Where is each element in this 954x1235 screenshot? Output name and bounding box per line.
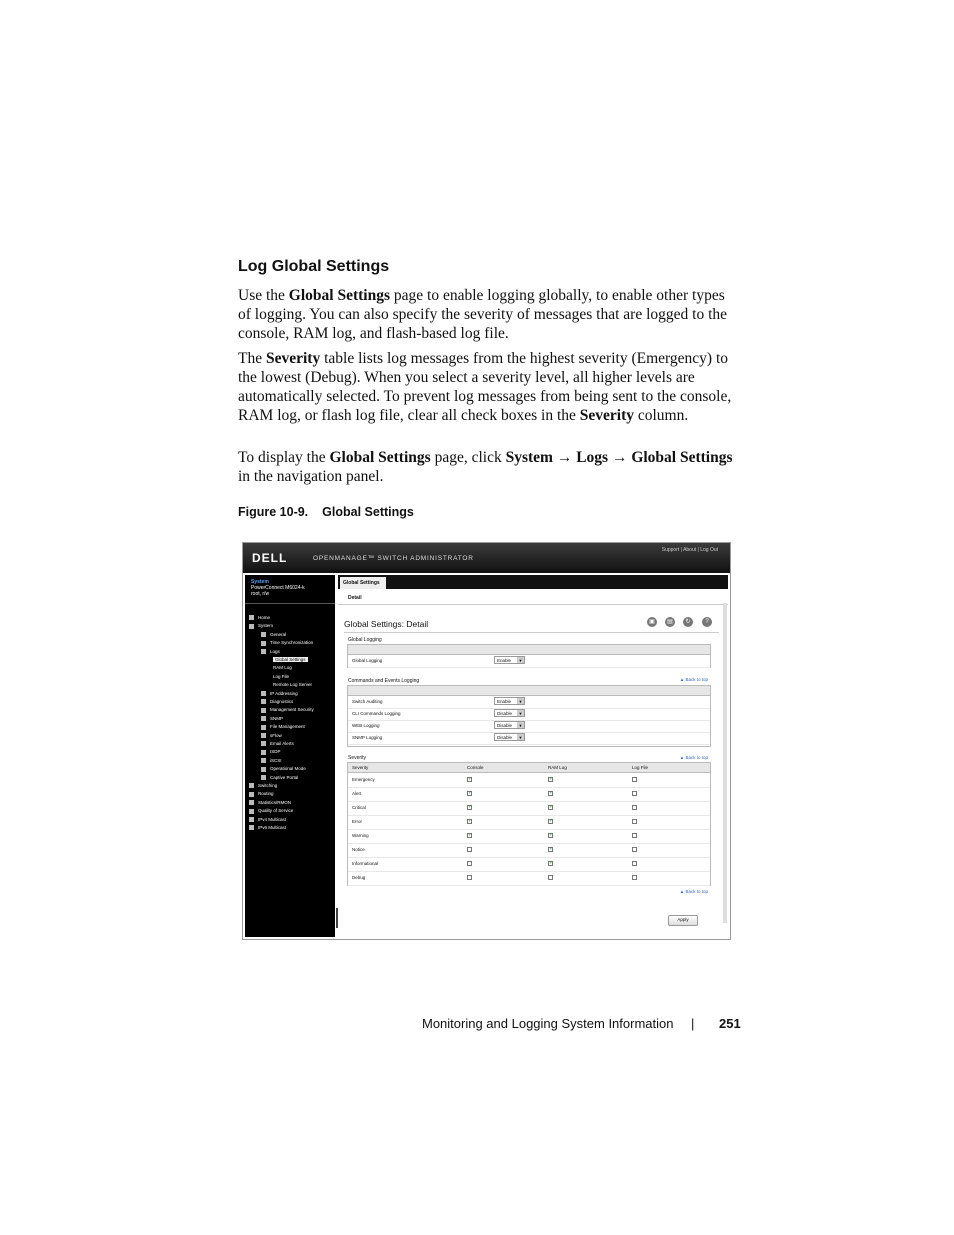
ram-log-checkbox[interactable]: ✓	[549, 804, 554, 810]
table-row	[348, 815, 710, 830]
column-header: Log File	[632, 765, 649, 770]
sidebar-item[interactable]	[261, 749, 281, 754]
paragraph-intro: Use the Global Settings page to enable logging globally, to enable other types of logging. You can also specify the severity of messages that are logged to the console, RAM log, and flash-based log file.	[238, 287, 727, 342]
row-label: Debug	[352, 875, 366, 880]
sidebar-item[interactable]	[261, 741, 294, 746]
sidebar-item[interactable]	[261, 724, 305, 729]
ram-log-checkbox[interactable]: ✓	[549, 790, 554, 796]
sidebar-item-label: Statistics/RMON	[258, 799, 292, 805]
tab-global-settings[interactable]: Global Settings	[340, 577, 386, 589]
subtab-detail[interactable]: Detail	[348, 595, 362, 601]
sidebar-item-label: Management Security	[270, 707, 314, 713]
log-file-checkbox[interactable]	[632, 805, 637, 810]
top-links[interactable]: Support | About | Log Out	[661, 547, 718, 553]
sidebar-item-label: ISDP	[270, 749, 281, 755]
sidebar-item[interactable]	[273, 674, 289, 679]
ram-log-checkbox[interactable]	[548, 875, 553, 880]
sidebar-user: root, r/w	[251, 591, 270, 597]
sidebar-item[interactable]	[249, 615, 270, 620]
console-checkbox[interactable]: ✓	[468, 832, 473, 838]
sidebar-item[interactable]	[261, 766, 306, 771]
product-name: OPENMANAGE™ SWITCH ADMINISTRATOR	[313, 555, 474, 562]
sidebar-item[interactable]	[249, 825, 286, 830]
sidebar-item[interactable]	[261, 716, 283, 721]
row-label: WEB Logging	[352, 723, 380, 728]
sidebar-item-label: iSCSI	[270, 757, 282, 763]
chevron-down-icon: ▼	[518, 658, 523, 663]
sidebar-item-label: RAM Log	[273, 665, 292, 671]
ram-log-checkbox[interactable]: ✓	[549, 832, 554, 838]
log-file-checkbox[interactable]	[632, 875, 637, 880]
global-logging-select[interactable]: Enable ▼	[494, 656, 525, 664]
logging-select[interactable]: Enable ▼	[494, 697, 525, 705]
table-row	[348, 829, 710, 844]
sidebar-item[interactable]	[261, 691, 298, 696]
log-file-checkbox[interactable]	[632, 777, 637, 782]
column-header: Severity	[352, 765, 369, 770]
expand-icon[interactable]	[261, 699, 266, 704]
expand-icon[interactable]	[261, 691, 266, 696]
console-checkbox[interactable]: ✓	[468, 776, 473, 782]
expand-icon[interactable]	[261, 775, 266, 780]
sidebar-item[interactable]	[261, 775, 298, 780]
commands-table	[347, 685, 711, 747]
sidebar-item[interactable]	[261, 632, 286, 637]
sidebar-item-label: Remote Log Server	[273, 682, 313, 688]
sidebar-item-label: IPv4 Multicast	[258, 816, 287, 822]
group-commands-events: Commands and Events Logging	[348, 678, 420, 684]
sidebar-item-label: Diagnostics	[270, 699, 294, 704]
apply-button[interactable]: Apply	[668, 915, 698, 926]
sidebar-header	[245, 575, 335, 604]
table-header	[348, 645, 710, 655]
logging-select[interactable]: Disable ▼	[494, 733, 525, 741]
table-row	[348, 843, 710, 858]
sidebar-item[interactable]	[273, 665, 292, 670]
console-checkbox[interactable]: ✓	[468, 804, 473, 810]
log-file-checkbox[interactable]	[632, 847, 637, 852]
group-global-logging: Global Logging	[348, 637, 382, 643]
expand-icon[interactable]	[261, 725, 266, 730]
sidebar-item[interactable]	[249, 800, 291, 805]
footer-chapter: Monitoring and Logging System Information	[422, 1016, 674, 1031]
sidebar-item[interactable]	[249, 623, 273, 628]
row-label: Critical	[352, 805, 366, 810]
divider	[338, 604, 728, 605]
sidebar-item-label: IPv6 Multicast	[258, 825, 287, 830]
table-row	[348, 871, 710, 886]
row-label: SNMP Logging	[352, 735, 383, 740]
sidebar-item-label: Time Synchronization	[270, 640, 314, 646]
sidebar-item-label: sFlow	[270, 732, 282, 738]
sidebar-item[interactable]	[261, 758, 282, 763]
sidebar-item[interactable]	[273, 657, 308, 662]
sidebar-device: PowerConnect M6024-k	[251, 585, 305, 591]
ram-log-checkbox[interactable]: ✓	[549, 818, 554, 824]
sidebar-item-label: File Management	[270, 724, 305, 730]
sidebar-item-label: Operational Mode	[270, 766, 306, 772]
main-content	[338, 575, 728, 937]
sidebar-item-label: System	[258, 623, 274, 629]
tab-bar	[338, 575, 728, 589]
navigation-panel	[245, 575, 335, 937]
expand-icon[interactable]	[261, 716, 266, 721]
table-header	[348, 763, 710, 773]
expand-icon[interactable]	[261, 767, 266, 772]
expand-icon[interactable]	[249, 809, 254, 814]
sidebar-item-label: Global Settings	[275, 657, 306, 662]
expand-icon[interactable]	[261, 741, 266, 746]
figure-caption: Figure 10-9. Global Settings	[238, 505, 414, 519]
sidebar-item-label: Log File	[273, 673, 290, 679]
group-severity: Severity	[348, 755, 367, 761]
global-logging-table	[347, 644, 711, 668]
row-label: Error	[352, 819, 362, 824]
save-icon[interactable]: ▣	[647, 617, 657, 627]
expand-icon[interactable]	[261, 632, 266, 637]
row-label: Informational	[352, 861, 379, 866]
sidebar-item-label: Switching	[258, 783, 278, 788]
expand-icon[interactable]	[249, 783, 254, 788]
table-row	[348, 857, 710, 872]
logging-select[interactable]: Disable ▼	[494, 721, 525, 729]
sidebar-item[interactable]	[261, 640, 313, 645]
expand-icon[interactable]	[249, 800, 254, 805]
sidebar-item-label: IP Addressing	[270, 690, 298, 696]
row-label: Switch Auditing	[352, 699, 383, 704]
sidebar-item-label: SNMP	[270, 715, 284, 721]
app-header	[243, 543, 730, 573]
row-label: Warning	[352, 833, 369, 838]
print-icon[interactable]: ▤	[665, 617, 675, 627]
sidebar-item-label: Logs	[270, 648, 280, 654]
severity-table	[347, 762, 711, 886]
console-checkbox[interactable]: ✓	[468, 818, 473, 824]
console-checkbox[interactable]	[467, 861, 472, 866]
table-row	[348, 787, 710, 802]
expand-icon[interactable]	[261, 750, 266, 755]
sidebar-item[interactable]	[261, 707, 314, 712]
sidebar-item-label: Email Alerts	[270, 741, 294, 746]
back-to-top-link[interactable]: ▲ Back to top	[679, 889, 708, 894]
log-file-checkbox[interactable]	[632, 819, 637, 824]
back-to-top-link[interactable]: ▲ Back to top	[679, 677, 708, 682]
column-header: Console	[467, 765, 484, 770]
column-header: RAM Log	[548, 765, 567, 770]
table-header	[348, 686, 710, 696]
console-checkbox[interactable]	[467, 847, 472, 852]
collapse-icon[interactable]	[249, 624, 254, 629]
log-file-checkbox[interactable]	[632, 861, 637, 866]
console-checkbox[interactable]	[467, 875, 472, 880]
sidebar-item-label: Routing	[258, 791, 274, 797]
sidebar-item-label: General	[270, 631, 287, 637]
table-row	[348, 732, 710, 745]
dell-logo: DELL	[252, 551, 288, 565]
row-label: Notice	[352, 847, 365, 852]
row-label: Emergency	[352, 777, 375, 782]
refresh-icon[interactable]: ↻	[683, 617, 693, 627]
sidebar-item[interactable]	[249, 808, 293, 813]
logging-select[interactable]: Disable ▼	[494, 709, 525, 717]
table-row	[348, 655, 710, 668]
expand-icon[interactable]	[261, 708, 266, 713]
expand-icon[interactable]	[249, 615, 254, 620]
sidebar-item-label: Home	[258, 615, 271, 620]
chevron-down-icon: ▼	[518, 735, 523, 740]
sidebar-item[interactable]	[249, 791, 274, 796]
divider	[344, 632, 719, 633]
row-label: Global Logging	[352, 658, 383, 663]
ram-log-checkbox[interactable]: ✓	[549, 846, 554, 852]
chevron-down-icon: ▼	[518, 711, 523, 716]
log-file-checkbox[interactable]	[632, 833, 637, 838]
content-title: Global Settings: Detail	[344, 619, 429, 629]
expand-icon[interactable]	[261, 641, 266, 646]
page-number: 251	[719, 1016, 741, 1031]
screenshot-figure	[242, 542, 731, 940]
chevron-down-icon: ▼	[518, 699, 523, 704]
sidebar-item[interactable]	[261, 733, 282, 738]
sidebar-item[interactable]	[261, 699, 293, 704]
console-checkbox[interactable]: ✓	[468, 790, 473, 796]
content-scrollbar[interactable]	[723, 603, 727, 923]
expand-icon[interactable]	[261, 733, 266, 738]
table-row	[348, 773, 710, 788]
sidebar-item-label: Quality of Service	[258, 808, 294, 814]
section-title: Log Global Settings	[238, 258, 390, 275]
sidebar-item[interactable]	[261, 649, 280, 654]
expand-icon[interactable]	[249, 817, 254, 822]
paragraph-severity: The Severity table lists log messages from the highest severity (Emergency) to the lowest (Debug). When you select a severity level, all higher levels are automatically selected. To prevent log messages from being sent to the console, RAM log, or flash log file, clear all check boxes in the Severity column.	[238, 350, 732, 424]
paragraph-navigation: To display the Global Settings page, click System → Logs → Global Settings in the navigation panel.	[238, 449, 733, 485]
expand-icon[interactable]	[261, 758, 266, 763]
footer-separator: |	[691, 1016, 695, 1031]
sidebar-item[interactable]	[273, 682, 312, 687]
sidebar-system-label[interactable]: System	[251, 579, 269, 585]
help-icon[interactable]: ?	[702, 617, 712, 627]
ram-log-checkbox[interactable]: ✓	[549, 860, 554, 866]
chevron-down-icon: ▼	[518, 723, 523, 728]
expand-icon[interactable]	[249, 792, 254, 797]
row-label: Alert	[352, 791, 362, 796]
ram-log-checkbox[interactable]: ✓	[549, 776, 554, 782]
sidebar-item-label: Captive Portal	[270, 774, 299, 780]
collapse-icon[interactable]	[261, 649, 266, 654]
log-file-checkbox[interactable]	[632, 791, 637, 796]
back-to-top-link[interactable]: ▲ Back to top	[679, 755, 708, 760]
sidebar-item[interactable]	[249, 817, 286, 822]
row-label: CLI Commands Logging	[352, 711, 401, 716]
expand-icon[interactable]	[249, 825, 254, 830]
table-row	[348, 801, 710, 816]
sidebar-item[interactable]	[249, 783, 277, 788]
